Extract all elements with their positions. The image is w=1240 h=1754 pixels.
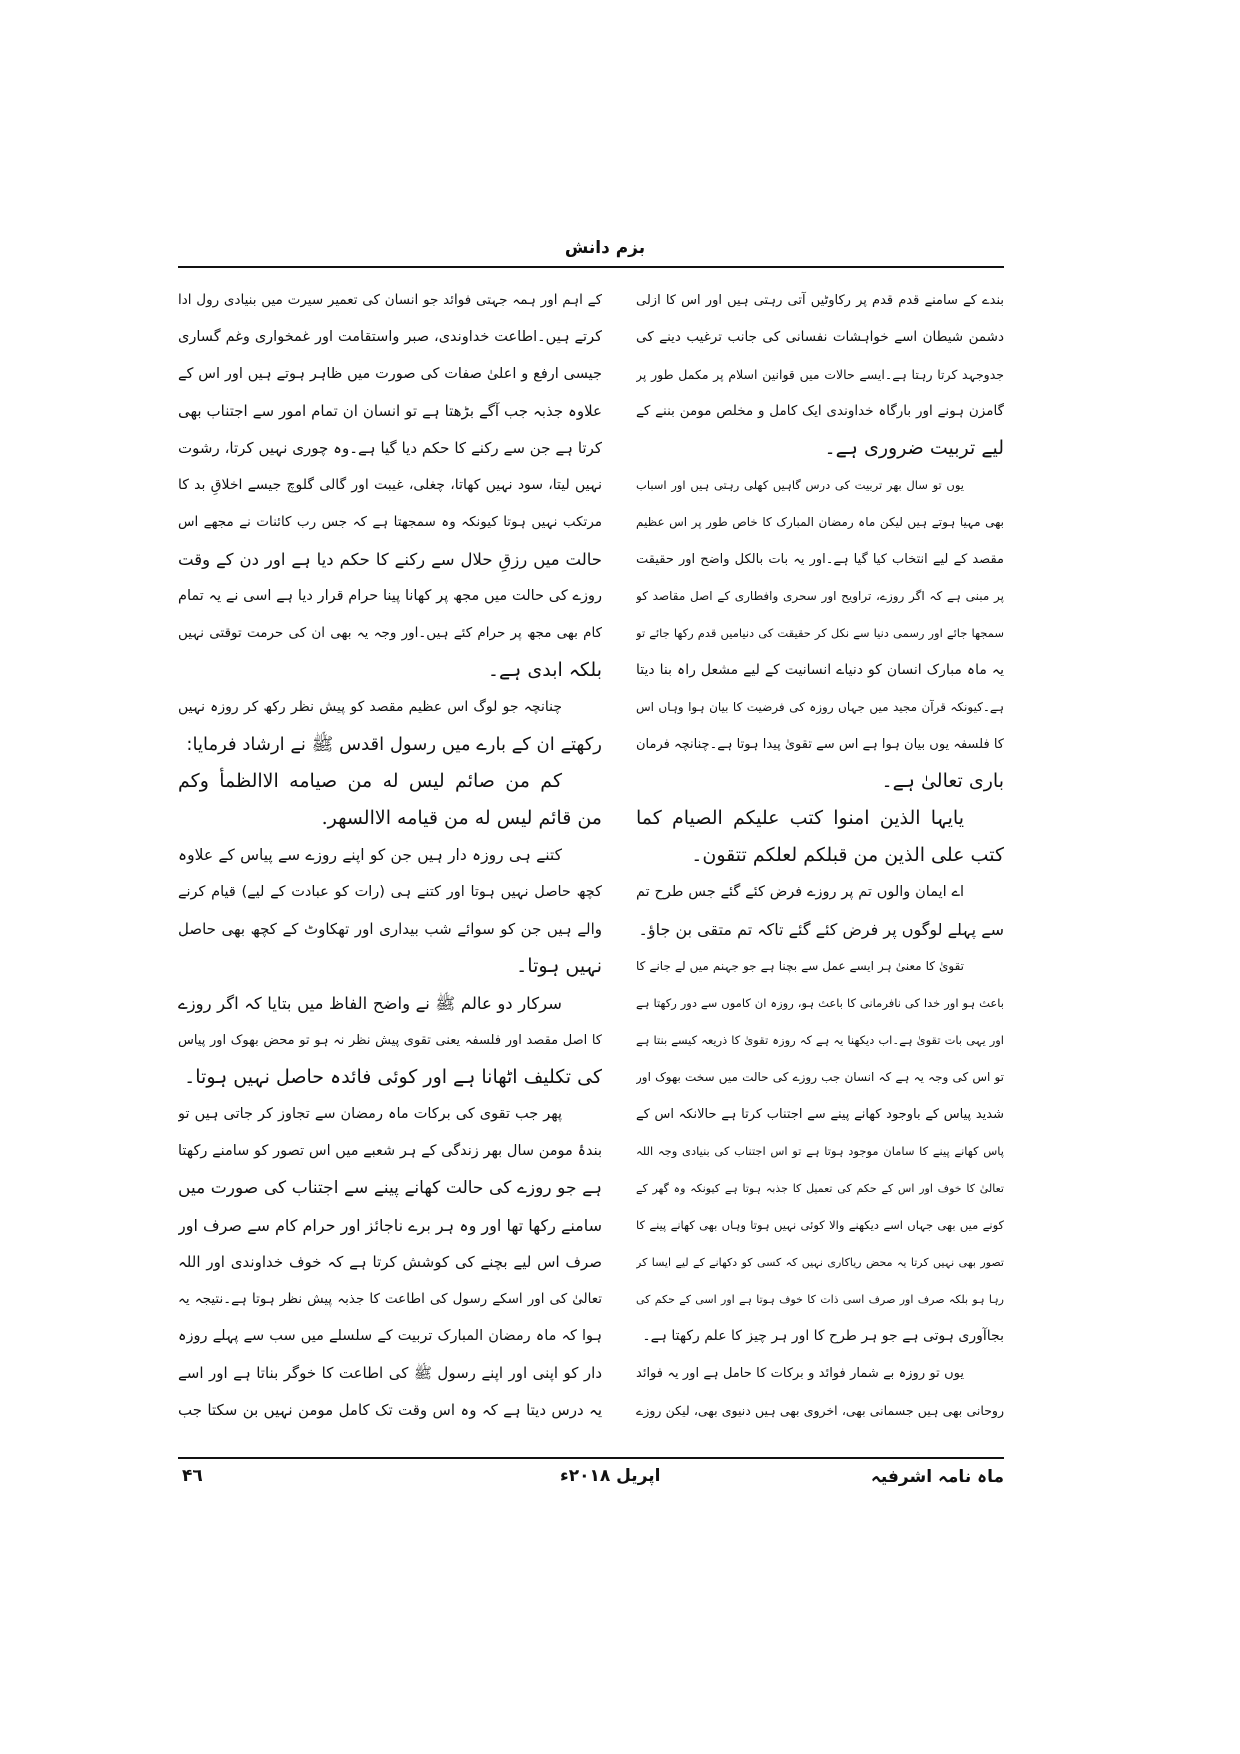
text-line: کا اصل مقصد اور فلسفہ یعنی تقوی پیش نظر نہ ہو تو محض بھوک اور پیاس <box>178 1033 602 1048</box>
text-line: ہے جو روزے کی حالت کھانے پینے سے اجتناب کی صورت میں <box>178 1178 602 1198</box>
text-line: اور یہی بات تقویٰ ہے۔اب دیکھنا یہ ہے کہ روزہ تقویٰ کا ذریعہ کیسے بنتا ہے <box>636 1033 1004 1047</box>
text-line: نہیں لیتا، سود نہیں کھاتا، چغلی، غیبت اور گالی گلوچ جیسے اخلاقِ بد کا <box>178 477 602 493</box>
text-line: لیے تربیت ضروری ہے۔ <box>824 437 1004 459</box>
section-title: بزم دانش <box>564 238 646 258</box>
text-line: جدوجہد کرتا رہتا ہے۔ایسے حالات میں قوانین اسلام پر مکمل طور پر <box>636 367 1004 382</box>
text-line: کام بھی مجھ پر حرام کئے ہیں۔اور وجہ یہ بھی ان کی حرمت توقتی نہیں <box>178 625 602 641</box>
arabic-quote-line: کتب علی الذین من قبلکم لعلکم تتقون۔ <box>691 844 1004 866</box>
text-line: باعث ہو اور خدا کی نافرمانی کا باعث ہو، روزہ ان کاموں سے دور رکھتا ہے <box>636 996 1004 1010</box>
text-line: تعالیٰ کا خوف اور اس کے حکم کی تعمیل کا جذبہ ہوتا ہے کیونکہ وہ گھر کے <box>636 1182 1004 1195</box>
text-line: جیسی ارفع و اعلیٰ صفات کی صورت میں ظاہر ہوتے ہیں اور اس کے <box>178 366 602 382</box>
text-line: تعالیٰ کی اور اسکے رسول کی اطاعت کا جذبہ پیش نظر ہوتا ہے۔نتیجہ یہ <box>178 1291 602 1307</box>
text-line: حالت میں رزقِ حلال سے رکنے کا حکم دیا ہے اور دن کے وقت <box>178 550 602 569</box>
arabic-quote-line: من قائم لیس له من قیامه الاالسهر. <box>321 807 602 829</box>
text-line: تقویٰ کا معنیٰ ہر ایسے عمل سے بچنا ہے جو جہنم میں لے جانے کا <box>636 959 964 973</box>
text-line: رہا ہو بلکہ صرف اور صرف اسی ذات کا خوف ہوتا ہے اور اسی کے حکم کی <box>636 1293 1004 1306</box>
page-number: ۴٦ <box>182 1466 203 1486</box>
text-line: کونے میں بھی جہاں اسے دیکھنے والا کوئی نہیں ہوتا وہاں بھی کھانے پینے کا <box>636 1218 1004 1232</box>
text-line: تو اس کی وجہ یہ ہے کہ انسان جب روزے کی حالت میں سخت بھوک اور <box>636 1070 1004 1084</box>
text-line: سامنے رکھا تھا اور وہ ہر برے ناجائز اور حرام کام سے صرف اور <box>178 1216 602 1235</box>
arabic-quote-line: یایہا الذین امنوا کتب علیکم الصیام کما <box>636 807 964 829</box>
text-line: دار کو اپنی اور اپنے رسول ﷺ کی اطاعت کا خوگر بناتا ہے اور اسے <box>178 1364 602 1382</box>
text-line: کے اہم اور ہمہ جہتی فوائد جو انسان کی تعمیر سیرت میں بنیادی رول ادا <box>178 292 602 308</box>
text-line: نہیں ہوتا۔ <box>516 955 602 977</box>
text-line: سے پہلے لوگوں پر فرض کئے گئے تاکہ تم متقی بن جاؤ۔ <box>638 920 1004 939</box>
text-column-right <box>636 282 1004 1429</box>
text-line: روحانی بھی ہیں جسمانی بھی، اخروی بھی ہیں دنیوی بھی، لیکن روزے <box>636 1403 1004 1418</box>
text-line: صرف اس لیے بچنے کی کوشش کرتا ہے کہ خوف خداوندی اور اللہ <box>178 1253 602 1271</box>
text-line: کرتا ہے جن سے رکنے کا حکم دیا گیا ہے۔وہ چوری نہیں کرتا، رشوت <box>178 439 602 457</box>
text-line: شدید پیاس کے باوجود کھانے پینے سے اجتناب کرتا ہے حالانکہ اس کے <box>636 1107 1004 1122</box>
text-line: بندے کے سامنے قدم قدم پر رکاوٹیں آتی رہتی ہیں اور اس کا ازلی <box>636 293 1004 308</box>
text-line: گامزن ہونے اور بارگاہ خداوندی ایک کامل و مخلص مومن بننے کے <box>636 403 1004 419</box>
text-line: والے ہیں جن کو سوائے شب بیداری اور تھکاوٹ کے کچھ بھی حاصل <box>178 920 602 938</box>
text-line: باری تعالیٰ ہے۔ <box>881 770 1004 792</box>
text-line: سرکار دو عالم ﷺ نے واضح الفاظ میں بتایا کہ اگر روزے <box>178 994 562 1013</box>
text-line: کتنے ہی روزہ دار ہیں جن کو اپنے روزے سے پیاس کے علاوہ <box>178 846 562 864</box>
text-line: پر مبنی ہے کہ اگر روزے، تراویح اور سحری وافطاری کے اصل مقاصد کو <box>636 589 1004 603</box>
header-rule <box>178 266 1004 268</box>
text-line: مرتکب نہیں ہوتا کیونکہ وہ سمجھتا ہے کہ جس رب کائنات نے مجھے اس <box>178 514 602 530</box>
text-column-left <box>178 282 602 1429</box>
magazine-name: ماہ نامہ اشرفیہ <box>870 1467 1004 1487</box>
text-line: روزے کی حالت میں مجھ پر کھانا پینا حرام قرار دیا ہے اسی نے یہ تمام <box>178 588 602 604</box>
text-line: یہ درس دیتا ہے کہ وہ اس وقت تک کامل مومن نہیں بن سکتا جب <box>178 1401 602 1419</box>
text-line: کچھ حاصل نہیں ہوتا اور کتنے ہی (رات کو عبادت کے لیے) قیام کرنے <box>178 884 602 900</box>
text-line: پھر جب تقوی کی برکات ماہ رمضان سے تجاوز کر جاتی ہیں تو <box>178 1106 562 1122</box>
text-line: کرتے ہیں۔اطاعت خداوندی، صبر واستقامت اور غمخواری وغم گساری <box>178 329 602 345</box>
text-line: تصور بھی نہیں کرتا یہ محض ریاکاری نہیں کہ کسی کو دکھانے کے لیے ایسا کر <box>636 1256 1004 1269</box>
text-line: علاوہ جذبہ جب آگے بڑھتا ہے تو انسان ان تمام امور سے اجتناب بھی <box>178 402 602 420</box>
text-line: کی تکلیف اٹھانا ہے اور کوئی فائدہ حاصل نہیں ہوتا۔ <box>184 1066 602 1088</box>
text-line: ہوا کہ ماہ رمضان المبارک تربیت کے سلسلے میں سب سے پہلے روزہ <box>178 1328 602 1344</box>
text-line: بلکہ ابدی ہے۔ <box>487 659 602 681</box>
text-line: کا فلسفہ یوں بیان ہوا ہے اس سے تقویٰ پیدا ہوتا ہے۔چنانچہ فرمان <box>636 737 1004 752</box>
text-line: یوں تو سال بھر تربیت کی درس گاہیں کھلی رہتی ہیں اور اسباب <box>636 478 964 492</box>
text-line: رکھتے ان کے بارے میں رسول اقدس ﷺ نے ارشاد فرمایا: <box>186 734 602 755</box>
issue-date: اپریل ۲۰۱۸ء <box>560 1466 661 1486</box>
text-line: چنانچہ جو لوگ اس عظیم مقصد کو پیش نظر رکھ کر روزہ نہیں <box>178 699 562 715</box>
text-line: دشمن شیطان اسے خواہشات نفسانی کی جانب ترغیب دینے کی <box>636 329 1004 345</box>
arabic-quote-line: کم من صائم لیس له من صیامه الاالظمأ وکم <box>178 770 562 792</box>
text-line: ہے۔کیونکہ قرآن مجید میں جہاں روزہ کی فرضیت کا بیان ہوا وہاں اس <box>636 700 1004 714</box>
text-line: بجاآوری ہوتی ہے جو ہر طرح کا اور ہر چیز کا علم رکھتا ہے۔ <box>642 1328 1004 1344</box>
text-line: پاس کھانے پینے کا سامان موجود ہوتا ہے تو اس اجتناب کی بنیادی وجہ اللہ <box>636 1144 1004 1158</box>
text-line: بندۂ مومن سال بھر زندگی کے ہر شعبے میں اس تصور کو سامنے رکھتا <box>178 1143 602 1159</box>
text-line: اے ایمان والوں تم پر روزے فرض کئے گئے جس طرح تم <box>636 884 964 900</box>
text-line: یوں تو روزہ بے شمار فوائد و برکات کا حامل ہے اور یہ فوائد <box>636 1366 964 1381</box>
footer-rule <box>178 1457 1004 1459</box>
text-line: یہ ماہ مبارک انسان کو دنیاے انسانیت کے لیے مشعل راہ بنا دیتا <box>636 662 1004 678</box>
text-line: مقصد کے لیے انتخاب کیا گیا ہے۔اور یہ بات بالکل واضح اور حقیقت <box>636 552 1004 567</box>
text-line: بھی مہیا ہوتے ہیں لیکن ماہ رمضان المبارک کا خاص طور پر اس عظیم <box>636 515 1004 529</box>
text-line: سمجھا جائے اور رسمی دنیا سے نکل کر حقیقت کی دنیامیں قدم رکھا جائے تو <box>636 626 1004 640</box>
